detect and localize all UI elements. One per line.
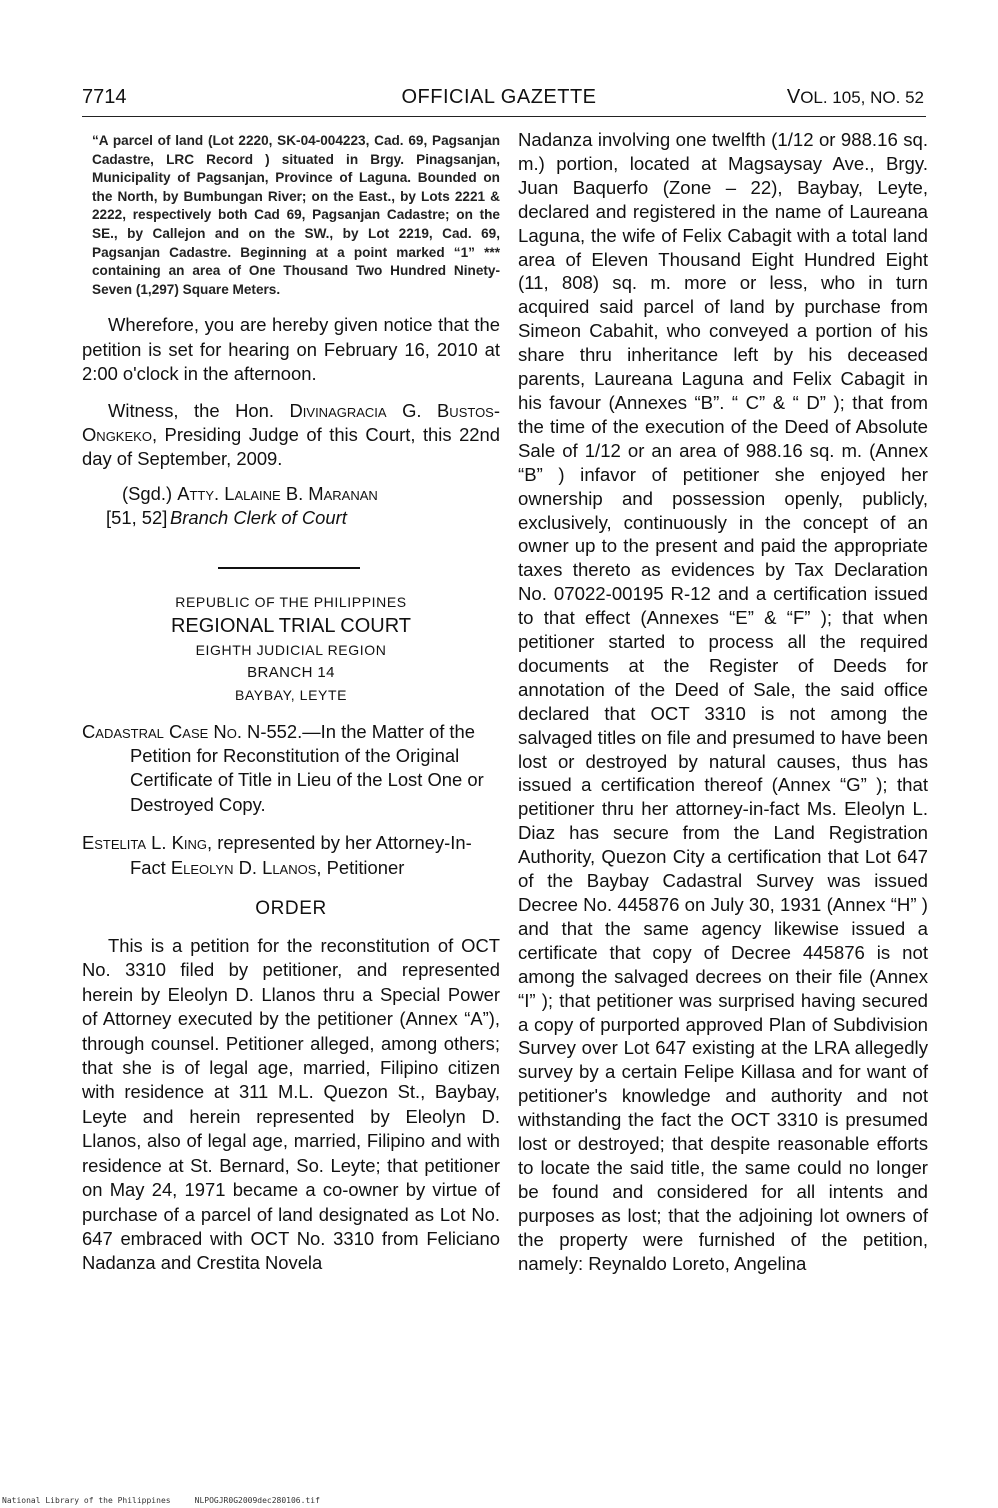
court-heading (82, 591, 500, 706)
section-divider (218, 567, 360, 569)
attorney-name: Eleolyn D. Llanos (170, 856, 317, 878)
volume-prefix: V (786, 86, 801, 108)
page-number: 7714 (82, 86, 127, 108)
party-middle: , represented by her Attorney-In-Fact (130, 832, 472, 878)
court-place: BAYBAY, LEYTE (234, 686, 348, 703)
clerk-name: Atty. Lalaine B. Maranan (177, 482, 378, 504)
left-column (82, 128, 500, 1276)
hearing-notice: Wherefore, you are hereby given notice that the petition is set for hearing on February 16, 2010 at 2:00 o'clock in the afternoon. (82, 314, 500, 385)
signature-sgd: (Sgd.) (122, 482, 178, 504)
right-column (518, 128, 928, 1276)
petitioner-name: Estelita L. King (82, 832, 207, 854)
witness-prefix: Witness, the Hon. (108, 399, 290, 421)
court-name: REGIONAL TRIAL COURT (170, 614, 412, 637)
header-rule (82, 116, 926, 117)
signature-block (82, 482, 500, 531)
branch-line: BRANCH 14 (247, 663, 335, 681)
judge-name: Divinagracia G. Bustos-Ongkeko (82, 399, 500, 445)
clerk-title: Branch Clerk of Court (170, 507, 347, 529)
land-description-quote: “A parcel of land (Lot 2220, SK-04-004223, Cad. 69, Pagsanjan Cadastre, LRC Record ) situated in Brgy. Pinagsanjan, Municipality of Pagsanjan, Province of Laguna. Bounded on the North, by Bumbungan River; on the East., by Lots 2221 & 2222, respectively both Cad 69, Pagsanjan Cadastre; on the SE., by Callejon and on the SW., by Lot 2219, Cad. 69, Pagsanjan Cadastre. Beginning at a point marked “1” *** containing an area of One Thousand Two Hundred Ninety-Seven (1,297) Square Meters. (92, 133, 500, 297)
order-title: ORDER (255, 898, 327, 920)
party-end: , Petitioner (316, 856, 405, 878)
case-label: Cadastral Case No. (82, 720, 242, 742)
judicial-region: EIGHTH JUDICIAL REGION (195, 641, 387, 658)
issue-reference: [51, 52] (106, 507, 168, 529)
witness-suffix: , Presiding Judge of this Court, this 22nd day of September, 2009. (82, 423, 500, 470)
publication-title: OFFICIAL GAZETTE (401, 86, 597, 108)
case-text: N-552.—In the Matter of the Petition for Reconstitution of the Original Certificate of Title in Lieu of the Lost One or Destroyed Copy. (130, 720, 484, 815)
witness-paragraph (82, 399, 500, 472)
order-body-right: Nadanza involving one twelfth (1/12 or 988.16 sq. m.) portion, located at Magsaysay Ave., Brgy. Juan Baquerfo (Zone – 22), Baybay, Leyte, declared and registered in the name of Laureana Laguna, the wife of Felix Cabagit with a total land area of Eleven Thousand Eight Hundred Eight (11, 808) sq. m. more or less, who in turn acquired said parcel of land by purchase from Simeon Cabahit, who conveyed a portion of his share thru inheritance left by his deceased parents, Laureana Laguna and Felix Cabagit in his favour (Annexes “B”. “ C” & “ D” ); that from the time of the execution of the Deed of Absolute Sale of 1/12 or an area of 988.16 sq. m. (Annex “B” ) infavor of petitioner she enjoyed her ownership and possession openly, publicly, exclusively, continuously in the concept of an owner up to the present and paid the appropriate taxes thereto as evidences by Tax Declaration No. 07022-00195 R-12 and a certification issued to that effect (Annexes “E” & “F” ); that when petitioner started to process all the required documents at the Register of Deeds for annotation of the Deed of Sale, the said office declared that OCT 3310 is not among the salvaged titles on file and presumed to have been lost or destroyed by natural causes, thus has issued a certification thereof (Annex “G” ); that petitioner thru her attorney-in-fact Ms. Eleolyn L. Diaz has secure from the Land Registration Authority, Quezon City a certification that Lot 647 of the Baybay Cadastral Survey was issued Decree No. 445876 on July 30, 1931 (Annex “H” ) and that the same agency likewise issued a certificate that copy of Decree 445876 is not among the salvaged decrees on their file (Annex “I” ); that petitioner was surprised having secured a copy of purported approved Plan of Subdivision Survey over Lot 647 existing at the LRA allegedly survey by a certain Felipe Killasa and for want of petitioner's knowledge and authority and not withstanding the fact the OCT 3310 is presumed lost or destroyed; that despite reasonable efforts to locate the said title, the same could no longer be found and considered for all intents and purposes as lost; that the adjoining lot owners of the property were furnished of the petition, namely: Reynaldo Loreto, Angelina (518, 129, 928, 1274)
order-body-left: This is a petition for the reconstitution of OCT No. 3310 filed by petitioner, and represented herein by Eleolyn D. Llanos thru a Special Power of Attorney executed by the petitioner (Annex “A”), through counsel. Petitioner alleged, among others; that she is of legal age, married, Filipino citizen with residence at 311 M.L. Quezon St., Baybay, Leyte and herein represented by Eleolyn D. Llanos, also of legal age, married, Filipino and with residence at St. Bernard, So. Leyte; that petitioner on May 24, 1971 became a co-owner by virtue of purchase of a parcel of land designated as Lot No. 647 embraced with OCT No. 3310 from Feliciano Nadanza and Crestita Novela (82, 935, 500, 1274)
volume-issue (787, 86, 924, 109)
party-line (82, 831, 500, 880)
case-title (82, 720, 500, 818)
scan-footer: National Library of the Philippines NLPOGJR0G2009dec280106.tif (2, 1496, 320, 1505)
volume-number: O. 52 (882, 88, 924, 107)
volume-rest: OL. 105, N (800, 88, 883, 107)
republic-line: REPUBLIC OF THE PHILIPPINES (175, 593, 407, 610)
